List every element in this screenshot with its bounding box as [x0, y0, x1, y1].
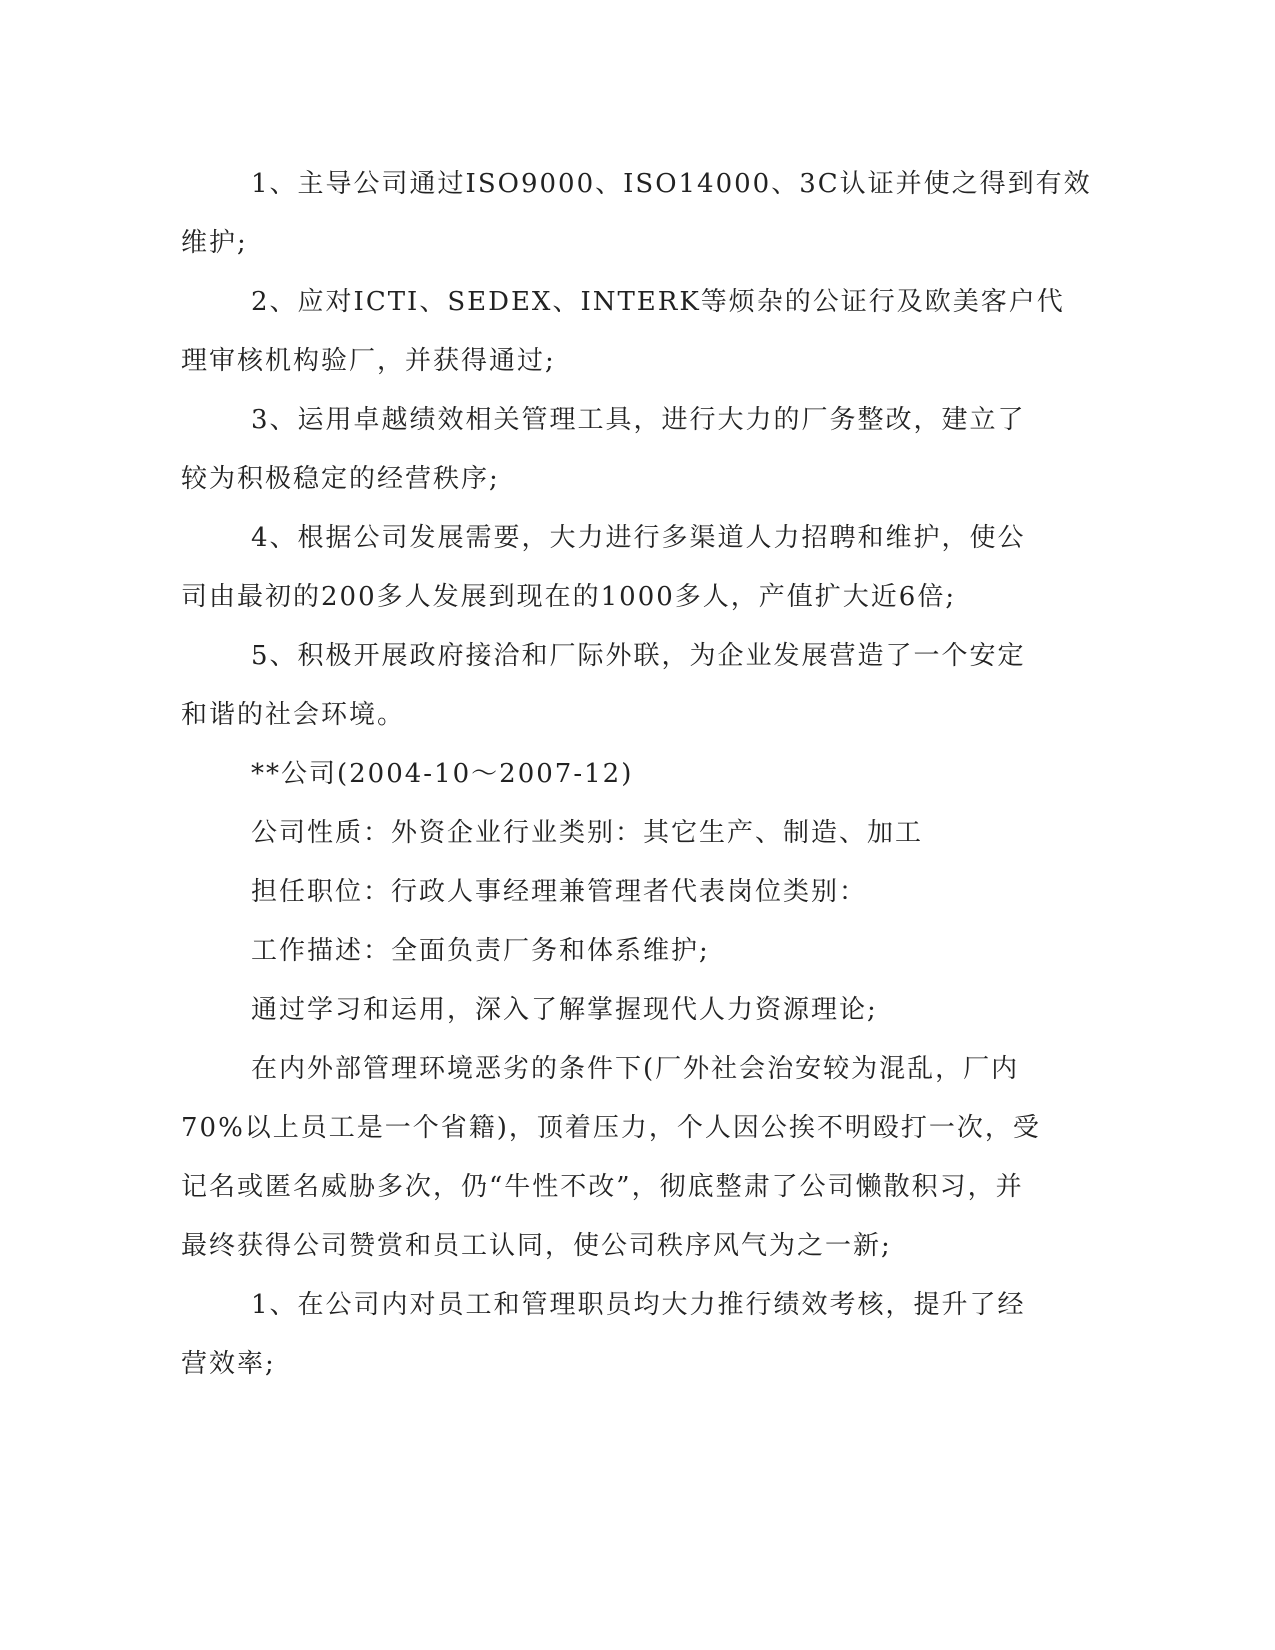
text-line: 理审核机构验厂，并获得通过; [181, 346, 556, 376]
text-line: 担任职位：行政人事经理兼管理者代表岗位类别： [251, 877, 868, 907]
paragraph-cert-iso [181, 155, 1092, 273]
company-heading [181, 745, 1021, 804]
paragraph-external-relations [181, 627, 1026, 745]
text-line: 和谐的社会环境。 [181, 700, 406, 730]
job-description [181, 922, 1021, 981]
paragraph-recruitment [181, 509, 1026, 627]
text-line: 最终获得公司赞赏和员工认同，使公司秩序风气为之一新; [181, 1231, 892, 1261]
text-line: 4、根据公司发展需要，大力进行多渠道人力招聘和维护，使公 [251, 523, 1026, 553]
text-line: 2、应对ICTI、SEDEX、INTERK等烦杂的公证行及欧美客户代 [251, 287, 1065, 317]
text-line: 通过学习和运用，深入了解掌握现代人力资源理论; [251, 995, 878, 1025]
text-line: 70%以上员工是一个省籍)，顶着压力，个人因公挨不明殴打一次，受 [181, 1113, 1041, 1143]
text-line: **公司(2004-10～2007-12) [251, 759, 634, 789]
document-body [181, 155, 1092, 1394]
text-line: 工作描述：全面负责厂务和体系维护; [251, 936, 710, 966]
text-line: 记名或匿名威胁多次，仍“牛性不改”，彻底整肃了公司懒散积习，并 [181, 1172, 1024, 1202]
paragraph-performance [181, 1276, 1026, 1394]
paragraph-rectification [181, 391, 1026, 509]
text-line: 3、运用卓越绩效相关管理工具，进行大力的厂务整改，建立了 [251, 405, 1026, 435]
text-line: 1、主导公司通过ISO9000、ISO14000、3C认证并使之得到有效 [251, 169, 1092, 199]
paragraph-environment [181, 1040, 1041, 1276]
text-line: 较为积极稳定的经营秩序; [181, 464, 500, 494]
text-line: 司由最初的200多人发展到现在的1000多人，产值扩大近6倍; [181, 582, 957, 612]
text-line: 在内外部管理环境恶劣的条件下(厂外社会治安较为混乱，厂内 [251, 1054, 1020, 1084]
text-line: 维护; [181, 228, 248, 258]
paragraph-audit [181, 273, 1065, 391]
text-line: 1、在公司内对员工和管理职员均大力推行绩效考核，提升了经 [251, 1290, 1026, 1320]
text-line: 营效率; [181, 1349, 276, 1379]
text-line: 公司性质：外资企业行业类别：其它生产、制造、加工 [251, 818, 924, 848]
paragraph-learning [181, 981, 1021, 1040]
job-position [181, 863, 1021, 922]
company-nature [181, 804, 1021, 863]
text-line: 5、积极开展政府接洽和厂际外联，为企业发展营造了一个安定 [251, 641, 1026, 671]
